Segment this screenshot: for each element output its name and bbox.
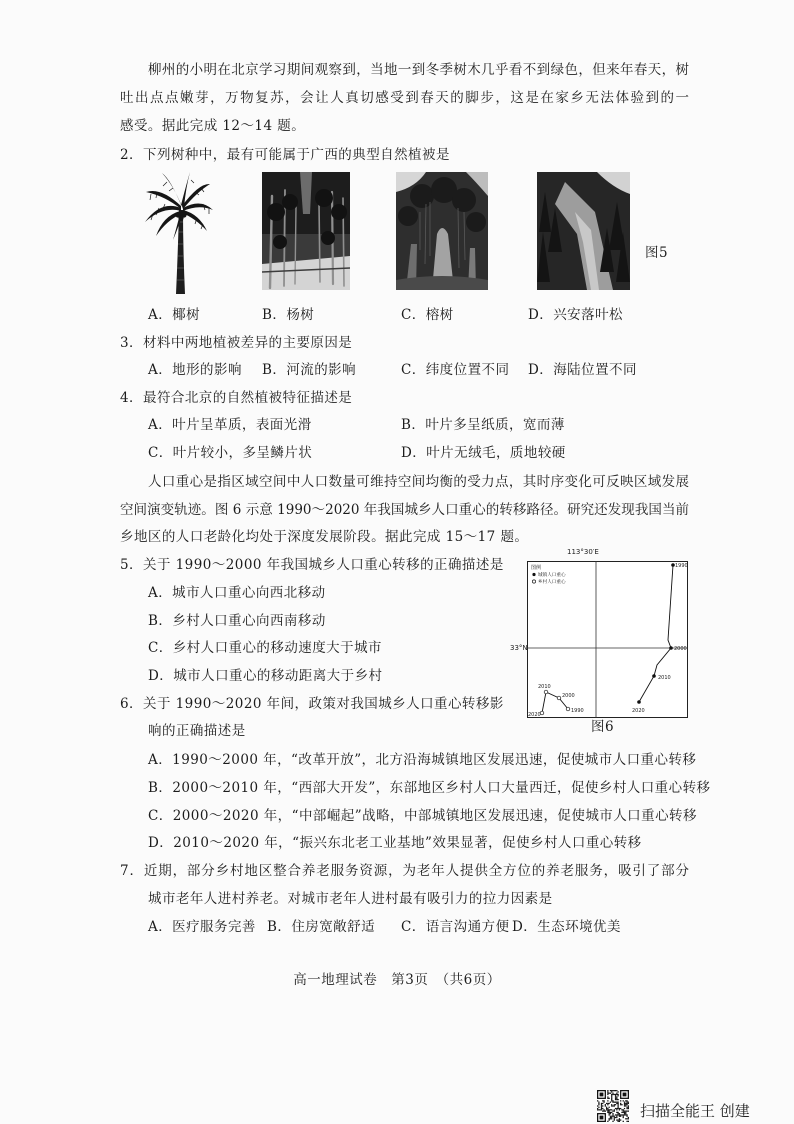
qr-module bbox=[614, 1117, 615, 1118]
qr-module bbox=[603, 1109, 604, 1110]
q3-option-b: B．河流的影响 bbox=[262, 362, 357, 378]
qr-module bbox=[607, 1104, 608, 1105]
qr-module bbox=[619, 1121, 620, 1122]
qr-module bbox=[609, 1103, 610, 1104]
qr-module bbox=[616, 1103, 617, 1104]
qr-module bbox=[609, 1093, 610, 1094]
qr-module bbox=[611, 1118, 612, 1119]
q4-option-d: D．叶片无绒毛，质地较硬 bbox=[401, 445, 566, 461]
qr-module bbox=[621, 1112, 622, 1113]
q6-option-c: C．2000～2020 年，“中部崛起”战略，中部城镇地区发展迅速，促使城市人口重心转移 bbox=[148, 808, 697, 824]
qr-module bbox=[602, 1108, 603, 1109]
question-3-stem: 3．材料中两地植被差异的主要原因是 bbox=[120, 335, 353, 351]
qr-module bbox=[602, 1105, 603, 1106]
qr-module bbox=[610, 1109, 611, 1110]
qr-module bbox=[615, 1099, 616, 1100]
qr-module bbox=[616, 1109, 617, 1110]
q4-option-c: C．叶片较小，多呈鳞片状 bbox=[148, 445, 313, 461]
qr-module bbox=[598, 1104, 599, 1105]
qr-module bbox=[611, 1100, 612, 1101]
qr-module bbox=[606, 1109, 607, 1110]
qr-module bbox=[598, 1103, 599, 1104]
qr-module bbox=[615, 1104, 616, 1105]
qr-module bbox=[598, 1109, 599, 1110]
qr-module bbox=[628, 1105, 629, 1106]
qr-module bbox=[612, 1090, 613, 1091]
q2-option-b: B．杨树 bbox=[262, 307, 315, 323]
qr-module bbox=[611, 1112, 612, 1113]
coconut-palm-photo bbox=[143, 170, 215, 295]
rural-point-2020 bbox=[540, 711, 544, 715]
qr-module bbox=[610, 1112, 611, 1113]
qr-module bbox=[610, 1113, 611, 1114]
legend-rural-marker bbox=[532, 580, 535, 583]
poplar-photo bbox=[262, 172, 350, 290]
qr-module bbox=[607, 1098, 608, 1099]
qr-module bbox=[617, 1105, 618, 1106]
qr-module bbox=[611, 1094, 612, 1095]
qr-module bbox=[617, 1103, 618, 1104]
qr-module bbox=[614, 1102, 615, 1103]
population-center-map bbox=[527, 561, 688, 718]
qr-module bbox=[621, 1114, 622, 1115]
qr-module bbox=[626, 1102, 627, 1103]
rural-label-2000: 2000 bbox=[562, 693, 575, 699]
qr-module bbox=[616, 1108, 617, 1109]
qr-module bbox=[606, 1108, 607, 1109]
qr-module bbox=[609, 1107, 610, 1108]
qr-module bbox=[625, 1103, 626, 1104]
qr-module bbox=[605, 1104, 606, 1105]
qr-module bbox=[612, 1102, 613, 1103]
qr-module bbox=[620, 1100, 621, 1101]
qr-module bbox=[617, 1112, 618, 1113]
qr-module bbox=[612, 1105, 613, 1106]
qr-module bbox=[628, 1117, 629, 1118]
meridian-label: 113°30′E bbox=[567, 548, 599, 556]
qr-module bbox=[616, 1094, 617, 1095]
qr-module bbox=[609, 1119, 610, 1120]
q2-option-a: A．椰树 bbox=[148, 307, 201, 323]
qr-module bbox=[616, 1093, 617, 1094]
qr-module bbox=[615, 1098, 616, 1099]
qr-module bbox=[603, 1100, 604, 1101]
qr-module bbox=[605, 1105, 606, 1106]
figure-6-caption: 图6 bbox=[591, 719, 614, 735]
qr-module bbox=[624, 1108, 625, 1109]
qr-module bbox=[617, 1099, 618, 1100]
qr-module bbox=[607, 1112, 608, 1113]
qr-module bbox=[611, 1116, 612, 1117]
qr-module bbox=[601, 1109, 602, 1110]
q3-option-a: A．地形的影响 bbox=[148, 362, 242, 378]
urban-label-1990: 1990 bbox=[675, 563, 688, 569]
qr-module bbox=[621, 1109, 622, 1110]
qr-module bbox=[609, 1110, 610, 1111]
qr-module bbox=[626, 1103, 627, 1104]
q2-option-d: D．兴安落叶松 bbox=[528, 307, 623, 323]
legend-urban-label: 城镇人口重心 bbox=[538, 573, 566, 578]
q3-option-d: D．海陆位置不同 bbox=[528, 362, 637, 378]
qr-module bbox=[602, 1100, 603, 1101]
qr-module bbox=[616, 1096, 617, 1097]
qr-module bbox=[612, 1094, 613, 1095]
qr-module bbox=[615, 1090, 616, 1091]
urban-label-2020: 2020 bbox=[632, 708, 645, 714]
qr-module bbox=[625, 1100, 626, 1101]
qr-module bbox=[623, 1117, 624, 1118]
intro-line-2: 吐出点点嫩芽，万物复苏，会让人真切感受到春天的脚步，这是在家乡无法体验到的一 bbox=[120, 90, 689, 106]
q4-option-a: A．叶片呈革质，表面光滑 bbox=[148, 417, 312, 433]
qr-module bbox=[601, 1105, 602, 1106]
passage-line-2: 空间演变轨迹。图 6 示意 1990～2020 年我国城乡人口重心的转移路径。研究还发现我国当前 bbox=[120, 502, 689, 518]
qr-module bbox=[607, 1110, 608, 1111]
rural-point-1990 bbox=[566, 707, 570, 711]
qr-module bbox=[619, 1114, 620, 1115]
qr-module bbox=[614, 1094, 615, 1095]
qr-module bbox=[624, 1103, 625, 1104]
qr-module bbox=[609, 1114, 610, 1115]
qr-module bbox=[612, 1116, 613, 1117]
qr-module bbox=[625, 1104, 626, 1105]
qr-module bbox=[611, 1090, 612, 1091]
qr-module bbox=[624, 1102, 625, 1103]
urban-point-2000 bbox=[669, 646, 673, 650]
qr-module bbox=[601, 1103, 602, 1104]
q7-option-a: A．医疗服务完善 bbox=[148, 919, 256, 935]
qr-module bbox=[611, 1109, 612, 1110]
qr-module bbox=[607, 1093, 608, 1094]
qr-module bbox=[619, 1113, 620, 1114]
qr-module bbox=[616, 1102, 617, 1103]
passage-line-3: 乡地区的人口老龄化均处于深度发展阶段。据此完成 15～17 题。 bbox=[120, 529, 529, 545]
qr-module bbox=[625, 1112, 626, 1113]
qr-module bbox=[615, 1108, 616, 1109]
qr-module bbox=[620, 1119, 621, 1120]
rural-point-2000 bbox=[557, 696, 561, 700]
qr-module bbox=[620, 1116, 621, 1117]
qr-module bbox=[607, 1121, 608, 1122]
qr-module bbox=[615, 1095, 616, 1096]
rural-label-2010: 2010 bbox=[538, 684, 551, 690]
qr-module bbox=[614, 1116, 615, 1117]
q6-option-b: B．2000～2010 年，“西部大开发”，东部地区乡村人口大量西迁，促使乡村人口重心转移 bbox=[148, 780, 711, 796]
qr-module bbox=[617, 1114, 618, 1115]
qr-module bbox=[628, 1118, 629, 1119]
qr-module bbox=[597, 1105, 598, 1106]
q5-option-c: C．乡村人口重心的移动速度大于城市 bbox=[148, 640, 382, 656]
qr-module bbox=[626, 1121, 627, 1122]
qr-module bbox=[611, 1117, 612, 1118]
qr-module bbox=[621, 1104, 622, 1105]
legend-urban-marker bbox=[532, 573, 535, 576]
rural-label-1990: 1990 bbox=[571, 708, 584, 714]
qr-module bbox=[619, 1116, 620, 1117]
qr-module bbox=[626, 1114, 627, 1115]
qr-module bbox=[628, 1103, 629, 1104]
qr-module bbox=[617, 1121, 618, 1122]
qr-module bbox=[628, 1110, 629, 1111]
qr-module bbox=[614, 1104, 615, 1105]
qr-module bbox=[624, 1105, 625, 1106]
qr-module bbox=[609, 1098, 610, 1099]
qr-module bbox=[620, 1103, 621, 1104]
qr-module bbox=[607, 1100, 608, 1101]
qr-module bbox=[609, 1113, 610, 1114]
qr-module bbox=[610, 1118, 611, 1119]
legend-title: 图例 bbox=[531, 565, 542, 571]
q2-option-c: C．榕树 bbox=[401, 307, 454, 323]
figure-5-label: 图5 bbox=[645, 245, 668, 261]
qr-module bbox=[616, 1090, 617, 1091]
question-2-stem: 2．下列树种中，最有可能属于广西的典型自然植被是 bbox=[120, 147, 450, 163]
qr-module bbox=[606, 1107, 607, 1108]
qr-module bbox=[625, 1114, 626, 1115]
qr-code-icon bbox=[597, 1090, 629, 1122]
qr-module bbox=[607, 1094, 608, 1095]
qr-module bbox=[612, 1121, 613, 1122]
qr-module bbox=[612, 1114, 613, 1115]
qr-module bbox=[616, 1099, 617, 1100]
qr-module bbox=[598, 1107, 599, 1108]
urban-label-2000: 2000 bbox=[674, 646, 687, 652]
qr-module bbox=[620, 1104, 621, 1105]
question-6-stem-line-1: 6．关于 1990～2020 年间，政策对我国城乡人口重心转移影 bbox=[120, 696, 504, 712]
qr-module bbox=[611, 1098, 612, 1099]
qr-module bbox=[609, 1109, 610, 1110]
qr-module bbox=[619, 1119, 620, 1120]
qr-module bbox=[614, 1119, 615, 1120]
q5-option-d: D．城市人口重心的移动距离大于乡村 bbox=[148, 668, 383, 684]
qr-module bbox=[617, 1119, 618, 1120]
qr-module bbox=[607, 1091, 608, 1092]
urban-point-2010 bbox=[652, 674, 656, 678]
qr-module bbox=[625, 1110, 626, 1111]
qr-module bbox=[623, 1112, 624, 1113]
qr-module bbox=[603, 1102, 604, 1103]
qr-module bbox=[620, 1114, 621, 1115]
qr-module bbox=[601, 1108, 602, 1109]
qr-module bbox=[600, 1116, 604, 1120]
q7-option-c: C．语言沟通方便 bbox=[401, 919, 510, 935]
qr-module bbox=[602, 1103, 603, 1104]
qr-module bbox=[624, 1114, 625, 1115]
qr-module bbox=[611, 1091, 612, 1092]
qr-module bbox=[626, 1107, 627, 1108]
parallel-label: 33°N bbox=[510, 644, 528, 652]
qr-module bbox=[598, 1102, 599, 1103]
legend-rural-label: 乡村人口重心 bbox=[538, 580, 566, 585]
qr-module bbox=[615, 1096, 616, 1097]
qr-module bbox=[624, 1110, 625, 1111]
qr-module bbox=[614, 1109, 615, 1110]
qr-module bbox=[615, 1117, 616, 1118]
qr-module bbox=[601, 1107, 602, 1108]
qr-module bbox=[612, 1110, 613, 1111]
qr-module bbox=[626, 1104, 627, 1105]
qr-module bbox=[616, 1098, 617, 1099]
qr-module bbox=[615, 1114, 616, 1115]
qr-module bbox=[607, 1108, 608, 1109]
qr-module bbox=[628, 1102, 629, 1103]
qr-module bbox=[624, 1113, 625, 1114]
q5-option-b: B．乡村人口重心向西南移动 bbox=[148, 613, 326, 629]
qr-module bbox=[623, 1093, 627, 1097]
qr-module bbox=[623, 1114, 624, 1115]
question-5-stem: 5．关于 1990～2000 年我国城乡人口重心转移的正确描述是 bbox=[120, 557, 504, 573]
qr-module bbox=[624, 1104, 625, 1105]
qr-module bbox=[624, 1112, 625, 1113]
qr-module bbox=[606, 1103, 607, 1104]
q6-option-a: A．1990～2000 年，“改革开放”，北方沿海城镇地区发展迅速，促使城市人口重心转移 bbox=[148, 752, 697, 768]
qr-module bbox=[609, 1118, 610, 1119]
question-4-stem: 4．最符合北京的自然植被特征描述是 bbox=[120, 390, 353, 406]
qr-module bbox=[610, 1116, 611, 1117]
qr-module bbox=[620, 1108, 621, 1109]
qr-module bbox=[597, 1108, 598, 1109]
qr-module bbox=[605, 1110, 606, 1111]
qr-module bbox=[610, 1093, 611, 1094]
qr-module bbox=[616, 1119, 617, 1120]
qr-module bbox=[619, 1108, 620, 1109]
qr-module bbox=[607, 1109, 608, 1110]
qr-module bbox=[617, 1107, 618, 1108]
qr-module bbox=[628, 1121, 629, 1122]
qr-module bbox=[623, 1110, 624, 1111]
intro-line-1: 柳州的小明在北京学习期间观察到，当地一到冬季树木几乎看不到绿色，但来年春天，树 bbox=[148, 62, 689, 78]
qr-module bbox=[611, 1104, 612, 1105]
scanner-watermark: 扫描全能王 创建 bbox=[640, 1102, 750, 1120]
passage-line-1: 人口重心是指区域空间中人口数量可维持空间均衡的受力点，其时序变化可反映区域发展 bbox=[148, 474, 689, 490]
qr-module bbox=[614, 1110, 615, 1111]
page-footer: 高一地理试卷 第3页 （共6页） bbox=[293, 972, 501, 988]
qr-module bbox=[617, 1113, 618, 1114]
rural-label-2020: 2020 bbox=[528, 712, 541, 718]
qr-module bbox=[611, 1095, 612, 1096]
qr-module bbox=[610, 1102, 611, 1103]
qr-module bbox=[616, 1112, 617, 1113]
qr-module bbox=[614, 1090, 615, 1091]
qr-module bbox=[626, 1108, 627, 1109]
q7-option-b: B．住房宽敞舒适 bbox=[267, 919, 376, 935]
q7-option-d: D．生态环境优美 bbox=[512, 919, 621, 935]
qr-module bbox=[623, 1100, 624, 1101]
qr-module bbox=[617, 1094, 618, 1095]
question-6-stem-line-2: 响的正确描述是 bbox=[148, 723, 246, 739]
qr-module bbox=[601, 1104, 602, 1105]
qr-module bbox=[611, 1099, 612, 1100]
question-7-stem-line-2: 城市老年人进村养老。对城市老年人进村最有吸引力的拉力因素是 bbox=[148, 891, 553, 907]
qr-module bbox=[617, 1104, 618, 1105]
qr-module bbox=[602, 1110, 603, 1111]
qr-module bbox=[623, 1121, 624, 1122]
q5-option-a: A．城市人口重心向西北移动 bbox=[148, 585, 326, 601]
question-7-stem-line-1: 7．近期，部分乡村地区整合养老服务资源，为老年人提供全方位的养老服务，吸引了部分 bbox=[120, 863, 689, 879]
qr-module bbox=[626, 1118, 627, 1119]
qr-module bbox=[616, 1114, 617, 1115]
qr-module bbox=[626, 1110, 627, 1111]
qr-module bbox=[628, 1108, 629, 1109]
qr-module bbox=[625, 1118, 626, 1119]
qr-module bbox=[619, 1109, 620, 1110]
qr-module bbox=[617, 1108, 618, 1109]
qr-module bbox=[623, 1116, 624, 1117]
qr-module bbox=[612, 1100, 613, 1101]
qr-module bbox=[607, 1096, 608, 1097]
larch-forest-photo bbox=[537, 172, 630, 290]
qr-module bbox=[607, 1090, 608, 1091]
qr-module bbox=[617, 1091, 618, 1092]
qr-module bbox=[617, 1095, 618, 1096]
qr-module bbox=[610, 1090, 611, 1091]
qr-module bbox=[607, 1103, 608, 1104]
q3-option-c: C．纬度位置不同 bbox=[401, 362, 510, 378]
qr-module bbox=[626, 1116, 627, 1117]
qr-module bbox=[615, 1102, 616, 1103]
qr-module bbox=[626, 1100, 627, 1101]
qr-module bbox=[600, 1093, 604, 1097]
q4-option-b: B．叶片多呈纸质，宽而薄 bbox=[401, 417, 565, 433]
rural-point-2010 bbox=[544, 690, 548, 694]
qr-module bbox=[614, 1105, 615, 1106]
qr-module bbox=[597, 1109, 598, 1110]
banyan-photo bbox=[396, 172, 488, 290]
q6-option-d: D．2010～2020 年，“振兴东北老工业基地”效果显著，促使乡村人口重心转移 bbox=[148, 835, 642, 851]
qr-module bbox=[609, 1112, 610, 1113]
qr-module bbox=[623, 1109, 624, 1110]
qr-module bbox=[625, 1105, 626, 1106]
qr-module bbox=[616, 1116, 617, 1117]
urban-point-2020 bbox=[637, 700, 641, 704]
qr-module bbox=[612, 1093, 613, 1094]
qr-module bbox=[603, 1110, 604, 1111]
qr-module bbox=[628, 1107, 629, 1108]
urban-label-2010: 2010 bbox=[658, 675, 671, 681]
qr-module bbox=[597, 1100, 598, 1101]
qr-module bbox=[616, 1117, 617, 1118]
qr-module bbox=[611, 1096, 612, 1097]
qr-module bbox=[611, 1105, 612, 1106]
qr-module bbox=[610, 1117, 611, 1118]
qr-module bbox=[614, 1118, 615, 1119]
qr-module bbox=[612, 1113, 613, 1114]
qr-module bbox=[625, 1113, 626, 1114]
intro-line-3: 感受。据此完成 12～14 题。 bbox=[120, 118, 306, 134]
qr-module bbox=[600, 1109, 601, 1110]
qr-module bbox=[617, 1102, 618, 1103]
qr-module bbox=[619, 1118, 620, 1119]
qr-module bbox=[615, 1094, 616, 1095]
